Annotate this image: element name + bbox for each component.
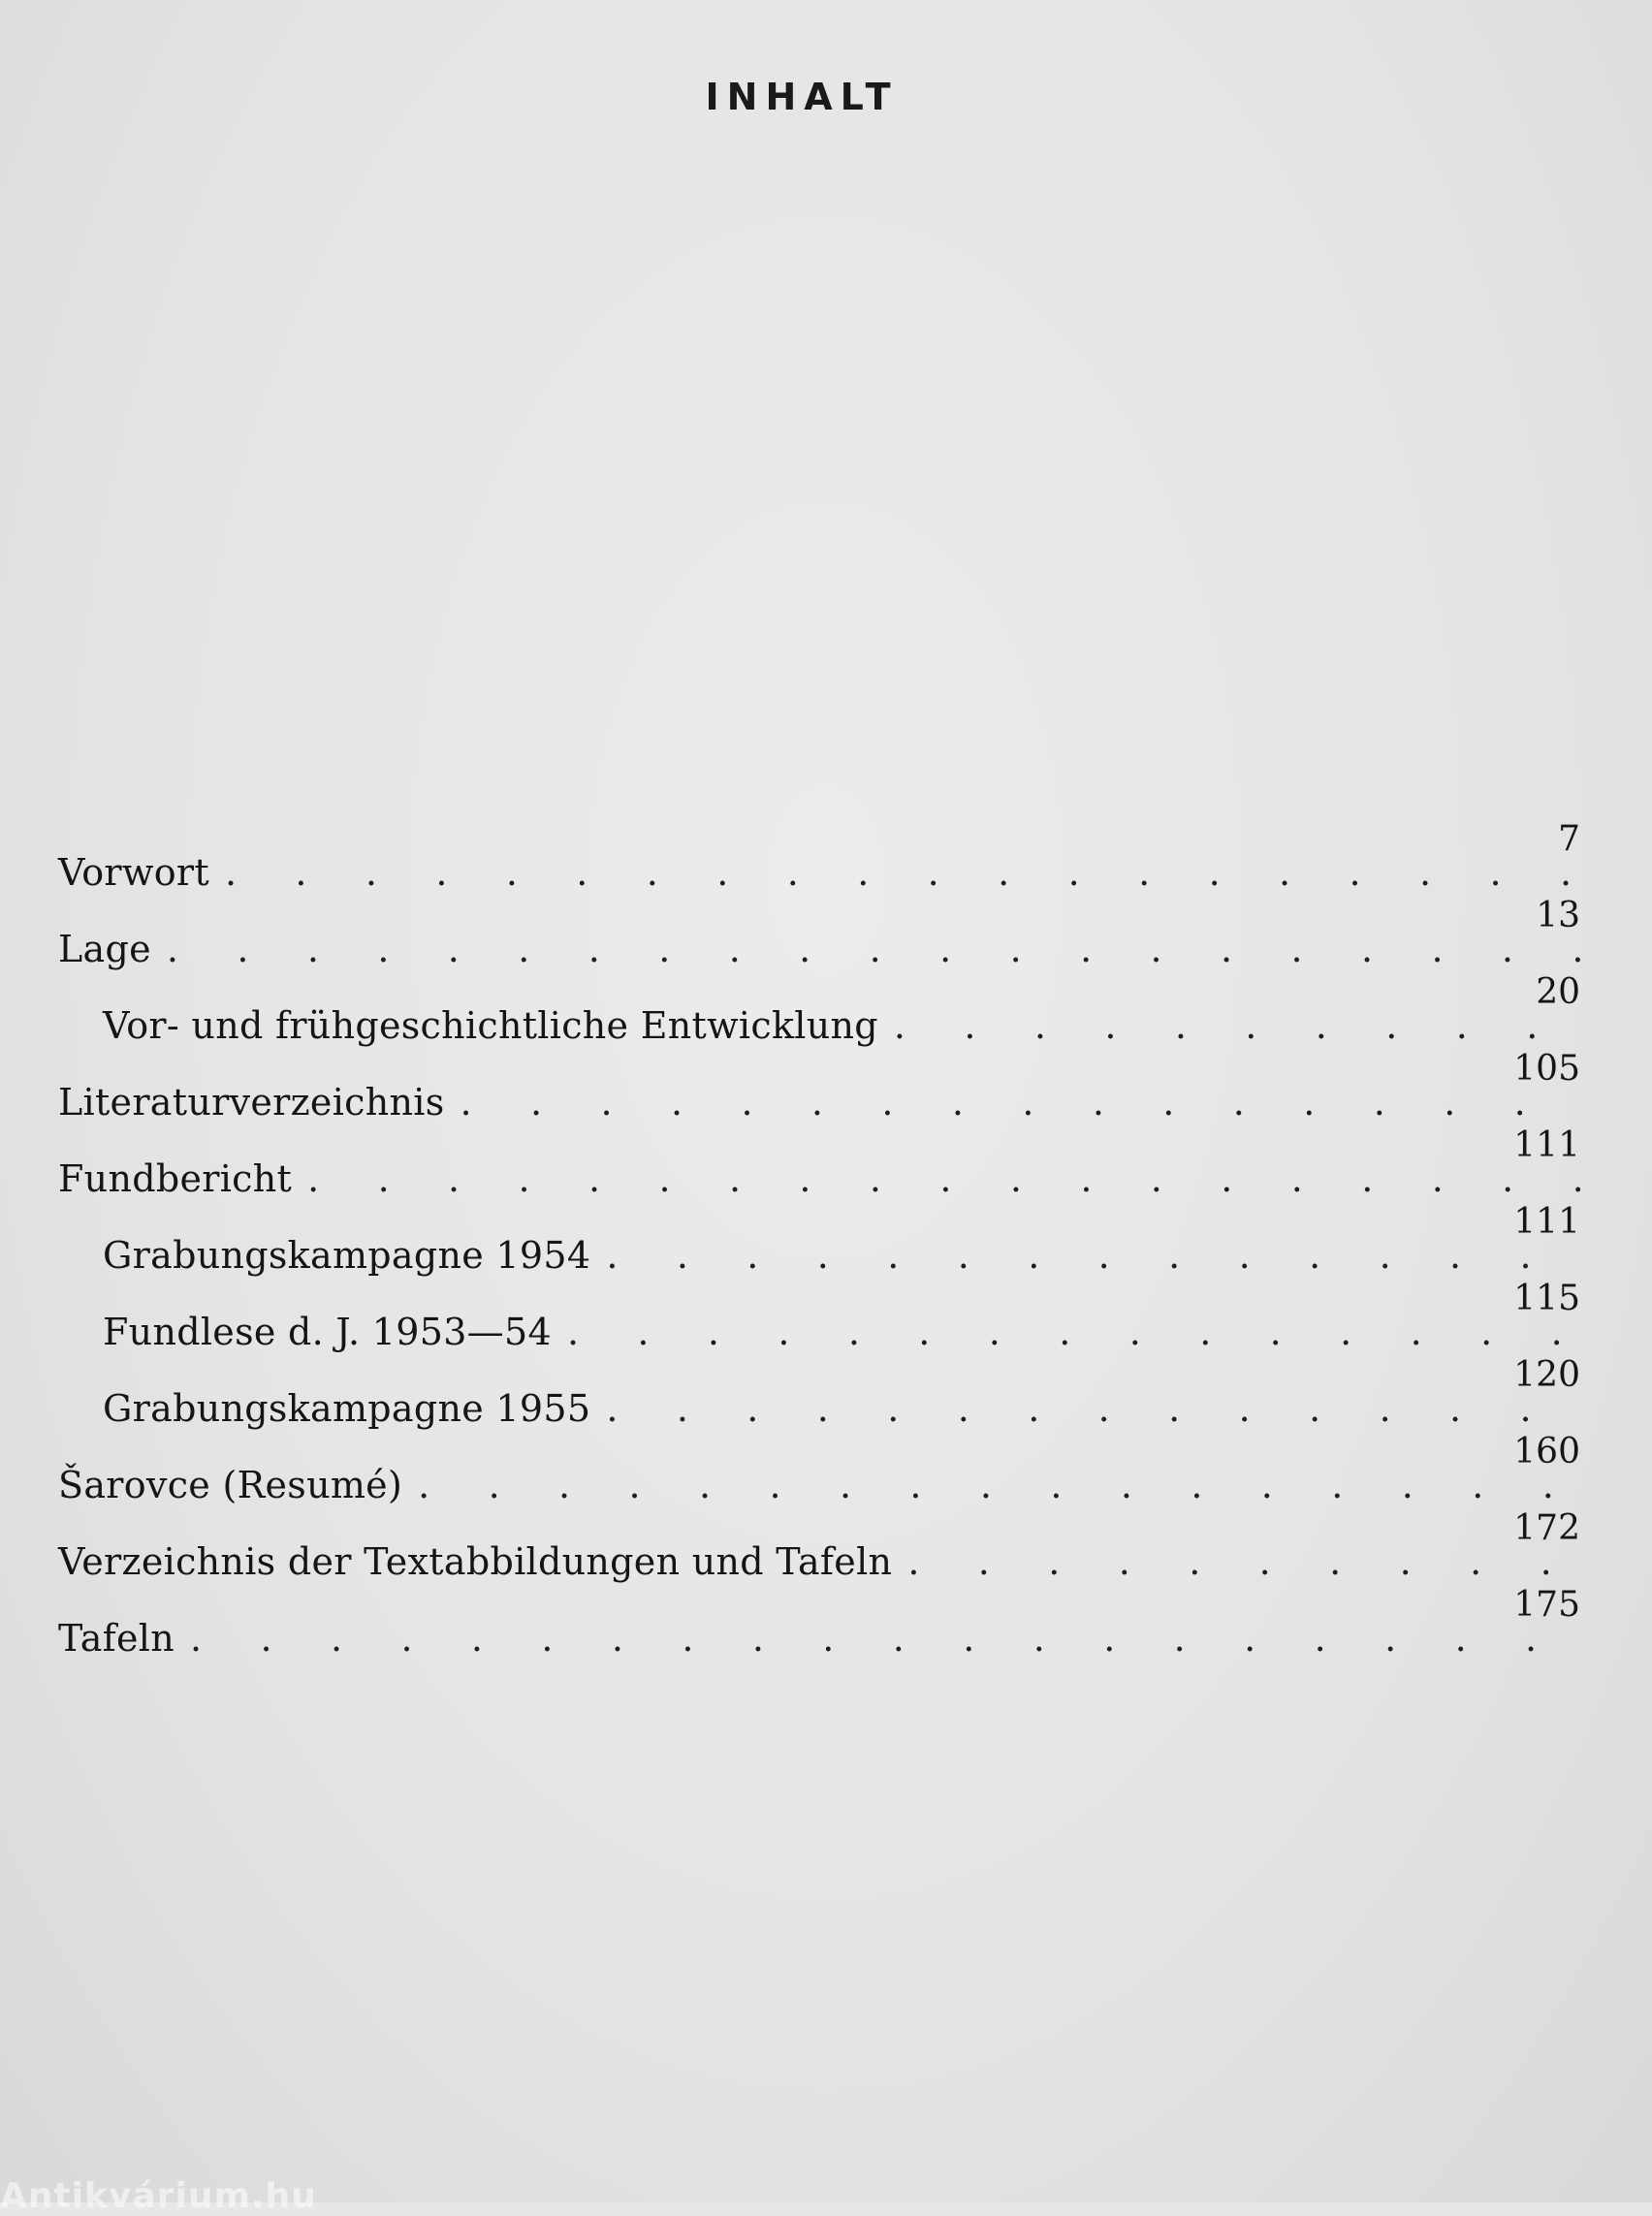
- toc-entry-label: Tafeln: [58, 1617, 175, 1660]
- toc-entry-grabungskampagne-1954: [58, 1197, 1580, 1277]
- toc-entry-page: 120: [1513, 1355, 1580, 1395]
- dot-leader: [894, 1007, 1580, 1044]
- toc-entry-sarovce: [58, 1427, 1580, 1504]
- dot-leader: [461, 1084, 1580, 1121]
- dot-leader: [225, 854, 1580, 891]
- toc-entry-page: 115: [1513, 1279, 1580, 1318]
- toc-entry-page: 111: [1513, 1202, 1580, 1242]
- page-title: INHALT: [705, 76, 899, 118]
- toc-entry-tafeln: [58, 1580, 1580, 1660]
- toc-entry-entwicklung: [58, 967, 1580, 1047]
- toc-entry-vorwort: [58, 814, 1580, 894]
- table-of-contents: [58, 814, 1580, 1660]
- toc-entry-label: Fundlese d. J. 1953—54: [103, 1311, 552, 1353]
- toc-entry-fundlese: [58, 1274, 1580, 1353]
- toc-entry-fundbericht: [58, 1121, 1580, 1200]
- toc-entry-label: Lage: [58, 928, 151, 970]
- toc-entry-verzeichnis: [58, 1504, 1580, 1583]
- toc-entry-page: 13: [1536, 896, 1580, 935]
- toc-entry-grabungskampagne-1955: [58, 1350, 1580, 1430]
- dot-leader: [606, 1237, 1580, 1274]
- toc-entry-label: Vor- und frühgeschichtliche Entwicklung: [103, 1004, 878, 1047]
- toc-entry-page: 172: [1513, 1508, 1580, 1548]
- toc-entry-page: 175: [1513, 1585, 1580, 1625]
- toc-entry-label: Šarovce (Resumé): [58, 1464, 403, 1506]
- dot-leader: [167, 931, 1580, 967]
- toc-entry-page: 160: [1513, 1432, 1580, 1472]
- watermark: Antikvárium.hu: [0, 2176, 317, 2216]
- toc-entry-page: 111: [1513, 1125, 1580, 1165]
- toc-entry-lage: [58, 891, 1580, 970]
- dot-leader: [606, 1390, 1580, 1427]
- dot-leader: [190, 1620, 1580, 1657]
- toc-entry-label: Vorwort: [58, 851, 209, 894]
- toc-entry-label: Fundbericht: [58, 1157, 293, 1200]
- toc-entry-page: 7: [1558, 819, 1580, 859]
- toc-entry-page: 105: [1513, 1049, 1580, 1089]
- toc-entry-label: Grabungskampagne 1954: [103, 1234, 591, 1277]
- dot-leader: [418, 1467, 1580, 1504]
- dot-leader: [567, 1314, 1580, 1350]
- dot-leader: [307, 1160, 1580, 1197]
- dot-leader: [907, 1543, 1580, 1580]
- toc-entry-literaturverzeichnis: [58, 1044, 1580, 1124]
- toc-entry-page: 20: [1536, 972, 1580, 1012]
- toc-entry-label: Literaturverzeichnis: [58, 1081, 445, 1124]
- toc-entry-label: Grabungskampagne 1955: [103, 1387, 591, 1430]
- toc-entry-label: Verzeichnis der Textabbildungen und Tafeln: [58, 1540, 893, 1583]
